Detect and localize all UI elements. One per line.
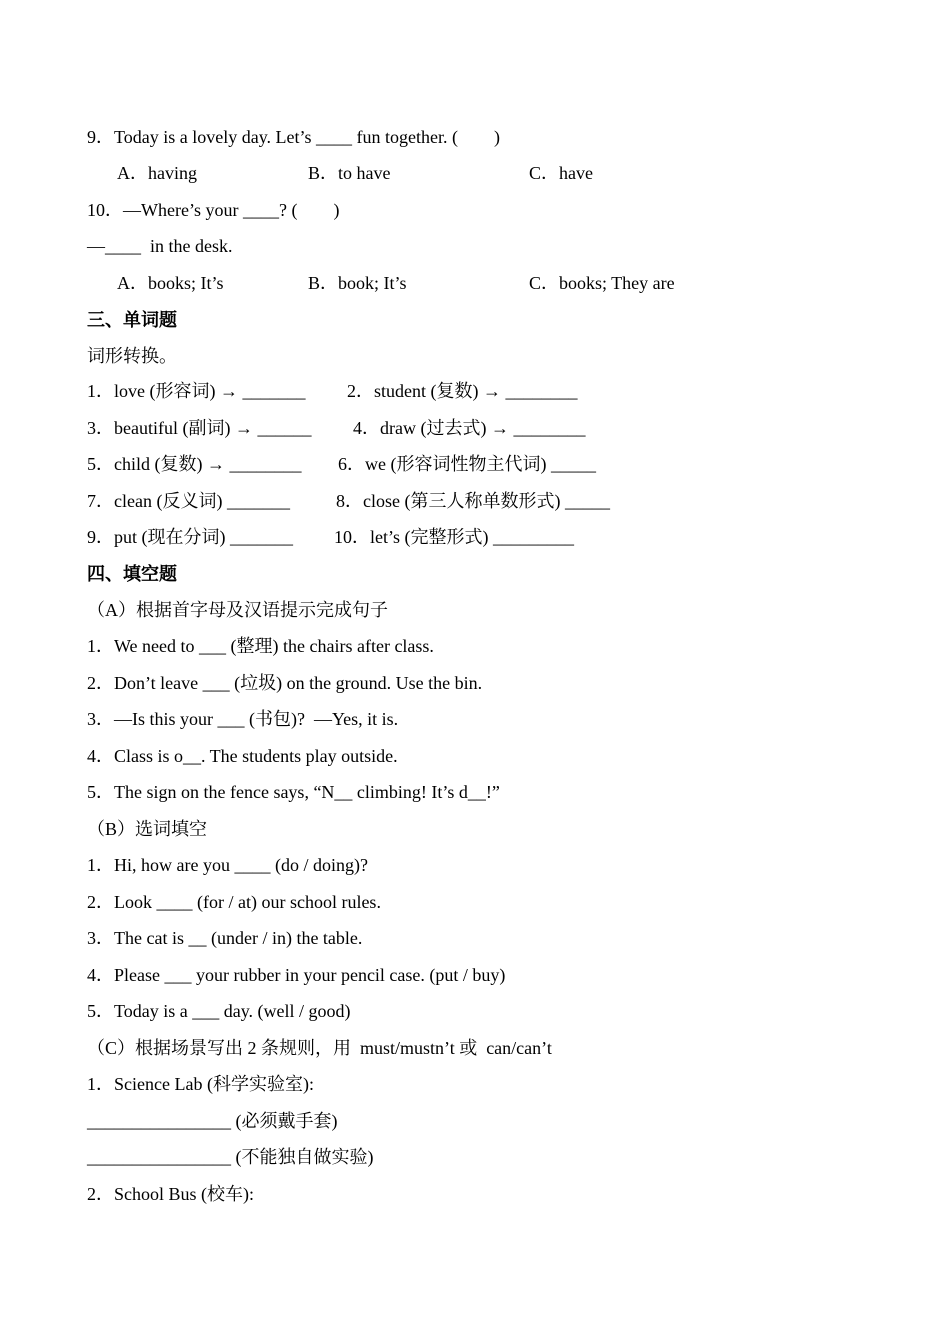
part-a-item-2: 2．Don’t leave ___ (垃圾) on the ground. Use the bin. [87, 673, 483, 693]
word-item-8: 8．close (第三人称单数形式) _____ [336, 491, 610, 511]
part-b-item-1: 1．Hi, how are you ____ (do / doing)? [87, 855, 368, 875]
question-10-stem: 10．—Where’s your ____? ( ) [87, 200, 340, 220]
section-3-instruction: 词形转换。 [87, 346, 177, 366]
part-a-item-3: 3．—Is this your ___ (书包)? —Yes, it is. [87, 709, 399, 729]
part-b-item-2: 2．Look ____ (for / at) our school rules. [87, 892, 381, 912]
part-c-rule-1: ________________ (必须戴手套) [87, 1111, 338, 1131]
question-10-option-b: B．book; It’s [308, 273, 407, 293]
part-b-title: （B）选词填空 [87, 819, 208, 839]
part-b-item-5: 5．Today is a ___ day. (well / good) [87, 1001, 351, 1021]
word-item-1: 1．love (形容词) → _______ [87, 381, 306, 401]
question-9-option-a: A．having [117, 163, 197, 183]
question-9-option-b: B．to have [308, 163, 391, 183]
section-4-title: 四、填空题 [87, 564, 177, 584]
part-a-item-1: 1．We need to ___ (整理) the chairs after class. [87, 636, 434, 656]
word-item-10: 10．let’s (完整形式) _________ [334, 527, 574, 547]
part-b-item-4: 4．Please ___ your rubber in your pencil case. (put / buy) [87, 965, 506, 985]
word-item-6: 6．we (形容词性物主代词) _____ [338, 454, 596, 474]
part-a-item-5: 5．The sign on the fence says, “N__ climbing! It’s d__!” [87, 782, 500, 802]
word-item-3: 3．beautiful (副词) → ______ [87, 418, 312, 438]
word-item-7: 7．clean (反义词) _______ [87, 491, 290, 511]
question-10-option-a: A．books; It’s [117, 273, 224, 293]
part-c-rule-2: ________________ (不能独自做实验) [87, 1147, 374, 1167]
word-item-2: 2．student (复数) → ________ [347, 381, 578, 401]
question-10-option-c: C．books; They are [529, 273, 675, 293]
section-3-title: 三、单词题 [87, 310, 177, 330]
word-item-4: 4．draw (过去式) → ________ [353, 418, 586, 438]
part-c-item-1: 1．Science Lab (科学实验室): [87, 1074, 314, 1094]
question-9-option-c: C．have [529, 163, 593, 183]
part-c-title: （C）根据场景写出 2 条规则，用 must/mustn’t 或 can/can’t [87, 1038, 552, 1058]
word-item-5: 5．child (复数) → ________ [87, 454, 302, 474]
part-a-title: （A）根据首字母及汉语提示完成句子 [87, 600, 388, 620]
part-a-item-4: 4．Class is o__. The students play outside. [87, 746, 398, 766]
question-10-line2: —____ in the desk. [87, 236, 233, 256]
word-item-9: 9．put (现在分词) _______ [87, 527, 293, 547]
question-9-stem: 9．Today is a lovely day. Let’s ____ fun together. ( ) [87, 127, 500, 147]
part-b-item-3: 3．The cat is __ (under / in) the table. [87, 928, 363, 948]
part-c-item-2: 2．School Bus (校车): [87, 1184, 255, 1204]
